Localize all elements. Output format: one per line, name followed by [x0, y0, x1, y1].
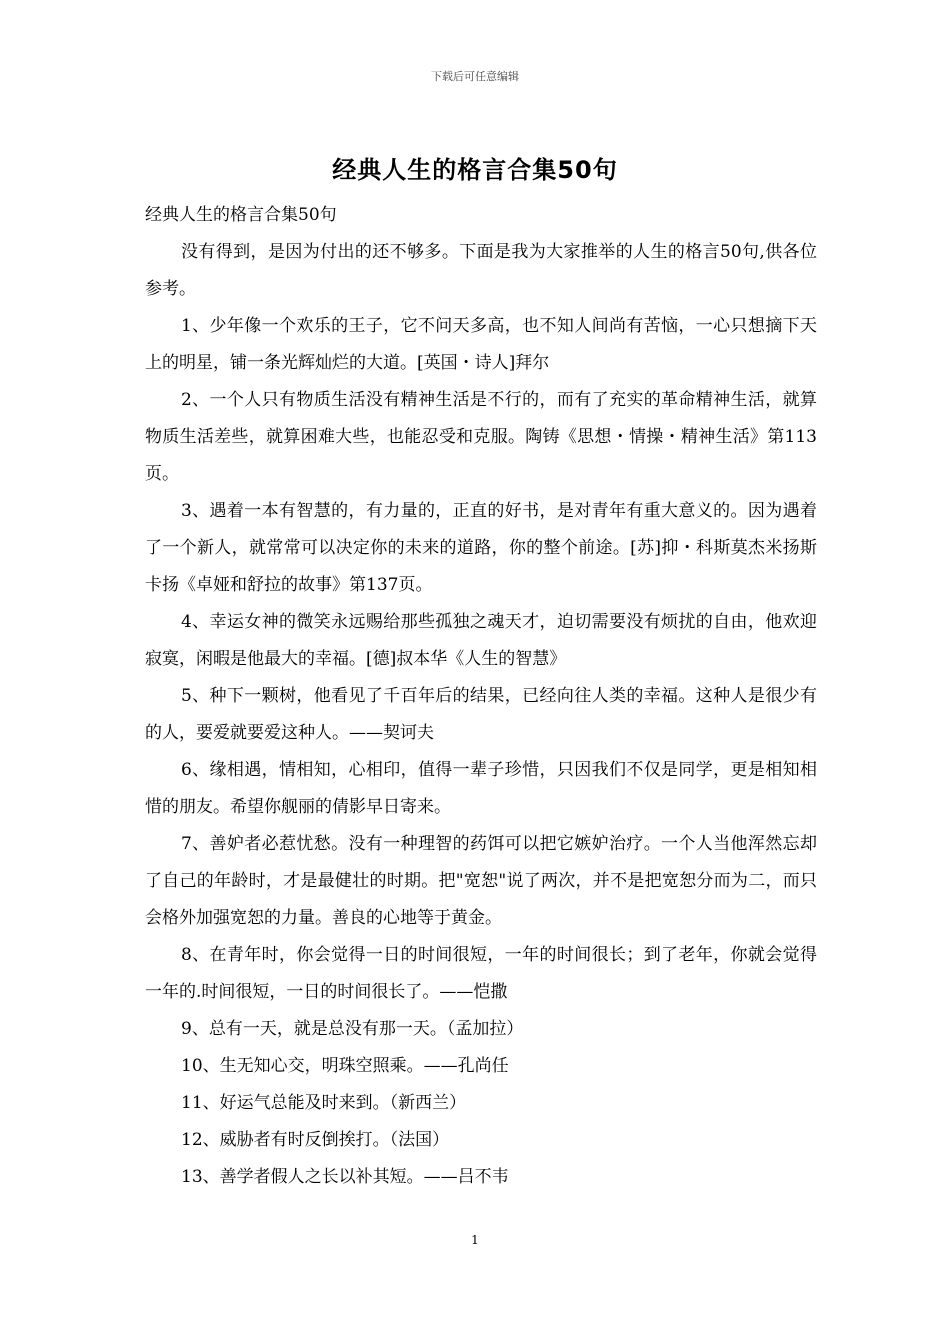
document-title: 经典人生的格言合集50句 [332, 156, 618, 184]
quote-paragraph: 3、遇着一本有智慧的，有力量的，正直的好书，是对青年有重大意义的。因为遇着了一个新人，就常常可以决定你的未来的道路，你的整个前途。[苏]抑・科斯莫杰米扬斯卡扬《卓娅和舒拉的故事》第137页。 [145, 501, 817, 595]
quote-paragraph: 2、一个人只有物质生活没有精神生活是不行的，而有了充实的革命精神生活，就算物质生活差些，就算困难大些，也能忍受和克服。陶铸《思想・情操・精神生活》第113页。 [145, 390, 817, 484]
quote-paragraph: 12、威胁者有时反倒挨打。（法国） [181, 1130, 450, 1150]
document-body [145, 197, 817, 1196]
page-header-note: 下载后可任意编辑 [431, 70, 519, 83]
document-subtitle: 经典人生的格言合集50句 [145, 205, 337, 225]
quote-paragraph: 13、善学者假人之长以补其短。——吕不韦 [181, 1167, 509, 1187]
quote-paragraph: 1、少年像一个欢乐的王子，它不问天多高，也不知人间尚有苦恼，一心只想摘下天上的明星，铺一条光辉灿烂的大道。[英国・诗人]拜尔 [145, 316, 817, 373]
quote-paragraph: 11、好运气总能及时来到。（新西兰） [181, 1093, 467, 1113]
quote-paragraph: 8、在青年时，你会觉得一日的时间很短，一年的时间很长；到了老年，你就会觉得一年的.时间很短，一日的时间很长了。——恺撒 [145, 945, 817, 1002]
page-number: 1 [471, 1233, 479, 1247]
quote-paragraph: 10、生无知心交，明珠空照乘。——孔尚任 [181, 1056, 509, 1076]
quote-paragraph: 4、幸运女神的微笑永远赐给那些孤独之魂天才，迫切需要没有烦扰的自由，他欢迎寂寞，闲暇是他最大的幸福。[德]叔本华《人生的智慧》 [145, 612, 817, 669]
intro-paragraph: 没有得到，是因为付出的还不够多。下面是我为大家推举的人生的格言50句,供各位参考。 [145, 242, 817, 299]
quote-paragraph: 6、缘相遇，情相知，心相印，值得一辈子珍惜，只因我们不仅是同学，更是相知相惜的朋友。希望你舰丽的倩影早日寄来。 [145, 760, 817, 817]
quote-paragraph: 5、种下一颗树，他看见了千百年后的结果，已经向往人类的幸福。这种人是很少有的人，要爱就要爱这种人。——契诃夫 [145, 686, 817, 743]
quote-paragraph: 9、总有一天，就是总没有那一天。（孟加拉） [181, 1019, 524, 1039]
quote-paragraph: 7、善妒者必惹忧愁。没有一种理智的药饵可以把它嫉妒治疗。一个人当他浑然忘却了自己的年龄时，才是最健壮的时期。把"宽恕"说了两次，并不是把宽恕分而为二，而只会格外加强宽恕的力量。善良的心地等于黄金。 [145, 834, 817, 928]
